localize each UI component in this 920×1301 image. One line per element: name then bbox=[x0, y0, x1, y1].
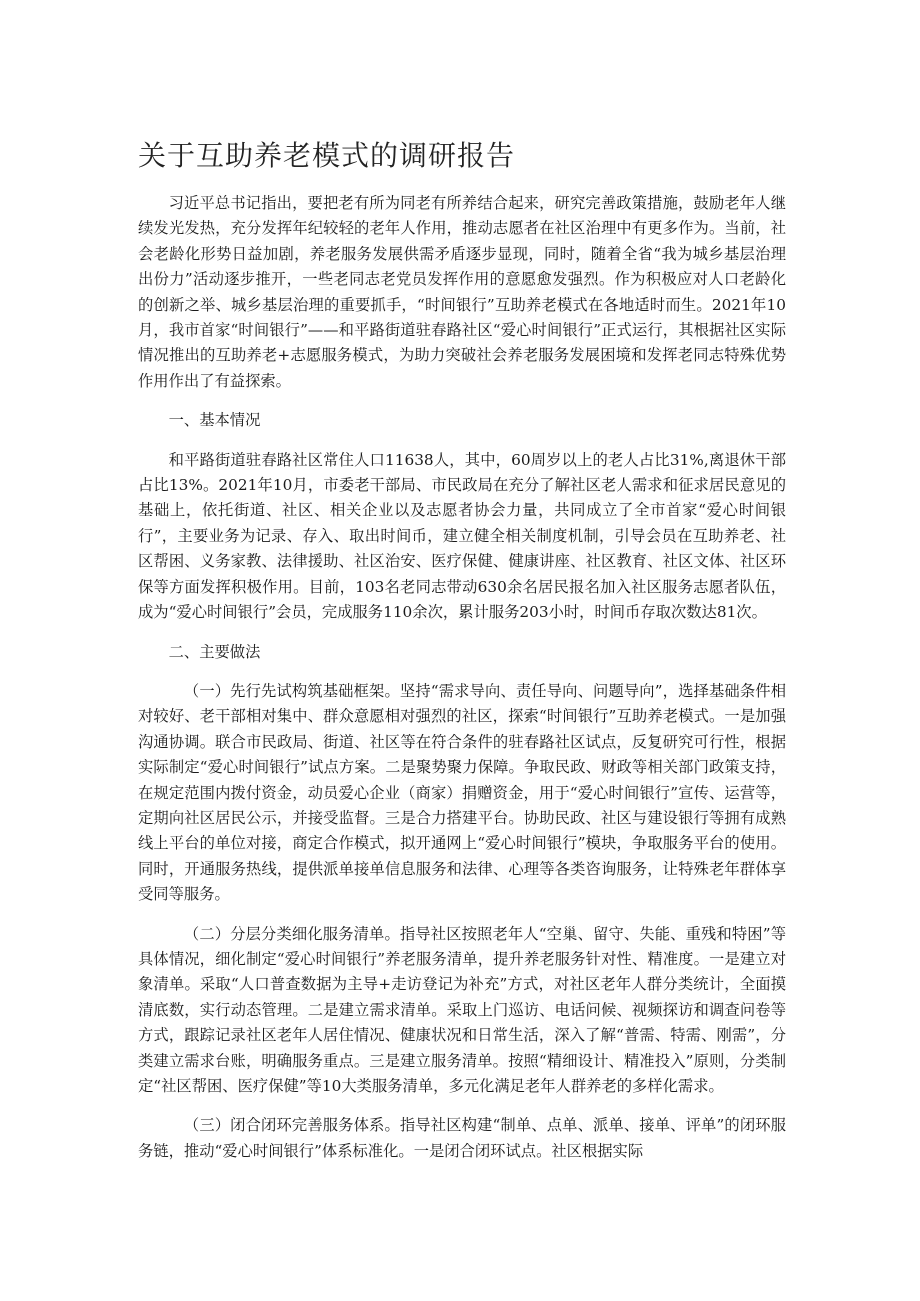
section-heading-basic: 一、基本情况 bbox=[168, 411, 261, 430]
document-title: 关于互助养老模式的调研报告 bbox=[138, 139, 516, 172]
document-body bbox=[138, 191, 786, 1178]
paragraph-intro: 习近平总书记指出，要把老有所为同老有所养结合起来，研究完善政策措施，鼓励老年人继续发光发热，充分发挥年纪较轻的老年人作用，推动志愿者在社区治理中有更多作为。当前，社会老龄化形势日益加剧，养老服务发展供需矛盾逐步显现，同时，随着全省“我为城乡基层治理出份力”活动逐步推开，一些老同志老党员发挥作用的意愿愈发强烈。作为积极应对人口老龄化的创新之举、城乡基层治理的重要抓手，“时间银行”互助养老模式在各地适时而生。2021年10月，我市首家“时间银行”——和平路街道驻春路社区“爱心时间银行”正式运行，其根据社区实际情况推出的互助养老+志愿服务模式，为助力突破社会养老服务发展困境和发挥老同志特殊优势作用作出了有益探索。 bbox=[138, 194, 786, 390]
paragraph-practice-two: （二）分层分类细化服务清单。指导社区按照老年人“空巢、留守、失能、重残和特困”等具体情况，细化制定“爱心时间银行”养老服务清单，提升养老服务针对性、精准度。一是建立对象清单。采取“人口普查数据为主导+走访登记为补充”方式，对社区老年人群分类统计，全面摸清底数，实行动态管理。二是建立需求清单。采取上门巡访、电话问候、视频探访和调查问卷等方式，跟踪记录社区老年人居住情况、健康状况和日常生活，深入了解“普需、特需、刚需”，分类建立需求台账，明确服务重点。三是建立服务清单。按照“精细设计、精准投入”原则，分类制定“社区帮困、医疗保健”等10大类服务清单，多元化满足老年人群养老的多样化需求。 bbox=[138, 924, 786, 1095]
paragraph-practice-one: （一）先行先试构筑基础框架。坚持“需求导向、责任导向、问题导向”，选择基础条件相对较好、老干部相对集中、群众意愿相对强烈的社区，探索“时间银行”互助养老模式。一是加强沟通协调。联合市民政局、街道、社区等在符合条件的驻春路社区试点，反复研究可行性，根据实际制定“爱心时间银行”试点方案。二是聚势聚力保障。争取民政、财政等相关部门政策支持，在规定范围内拨付资金，动员爱心企业（商家）捐赠资金，用于“爱心时间银行”宣传、运营等，定期向社区居民公示，并接受监督。三是合力搭建平台。协助民政、社区与建设银行等拥有成熟线上平台的单位对接，商定合作模式，拟开通网上“爱心时间银行”模块，争取服务平台的使用。同时，开通服务热线，提供派单接单信息服务和法律、心理等各类咨询服务，让特殊老年群体享受同等服务。 bbox=[138, 681, 786, 904]
paragraph-basic-situation: 和平路街道驻春路社区常住人口11638人，其中，60周岁以上的老人占比31%,离退休干部占比13%。2021年10月，市委老干部局、市民政局在充分了解社区老人需求和征求居民意见的基础上，依托街道、社区、相关企业以及志愿者协会力量，共同成立了全市首家“爱心时间银行”，主要业务为记录、存入、取出时间币，建立健全相关制度机制，引导会员在互助养老、社区帮困、义务家教、法律援助、社区治安、医疗保健、健康讲座、社区教育、社区文体、社区环保等方面发挥积极作用。目前，103名老同志带动630余名居民报名加入社区服务志愿者队伍，成为“爱心时间银行”会员，完成服务110余次，累计服务203小时，时间币存取次数达81次。 bbox=[138, 450, 786, 622]
section-heading-practices: 二、主要做法 bbox=[168, 642, 261, 661]
paragraph-practice-three: （三）闭合闭环完善服务体系。指导社区构建“制单、点单、派单、接单、评单”的闭环服务链，推动“爱心时间银行”体系标准化。一是闭合闭环试点。社区根据实际 bbox=[138, 1116, 786, 1160]
